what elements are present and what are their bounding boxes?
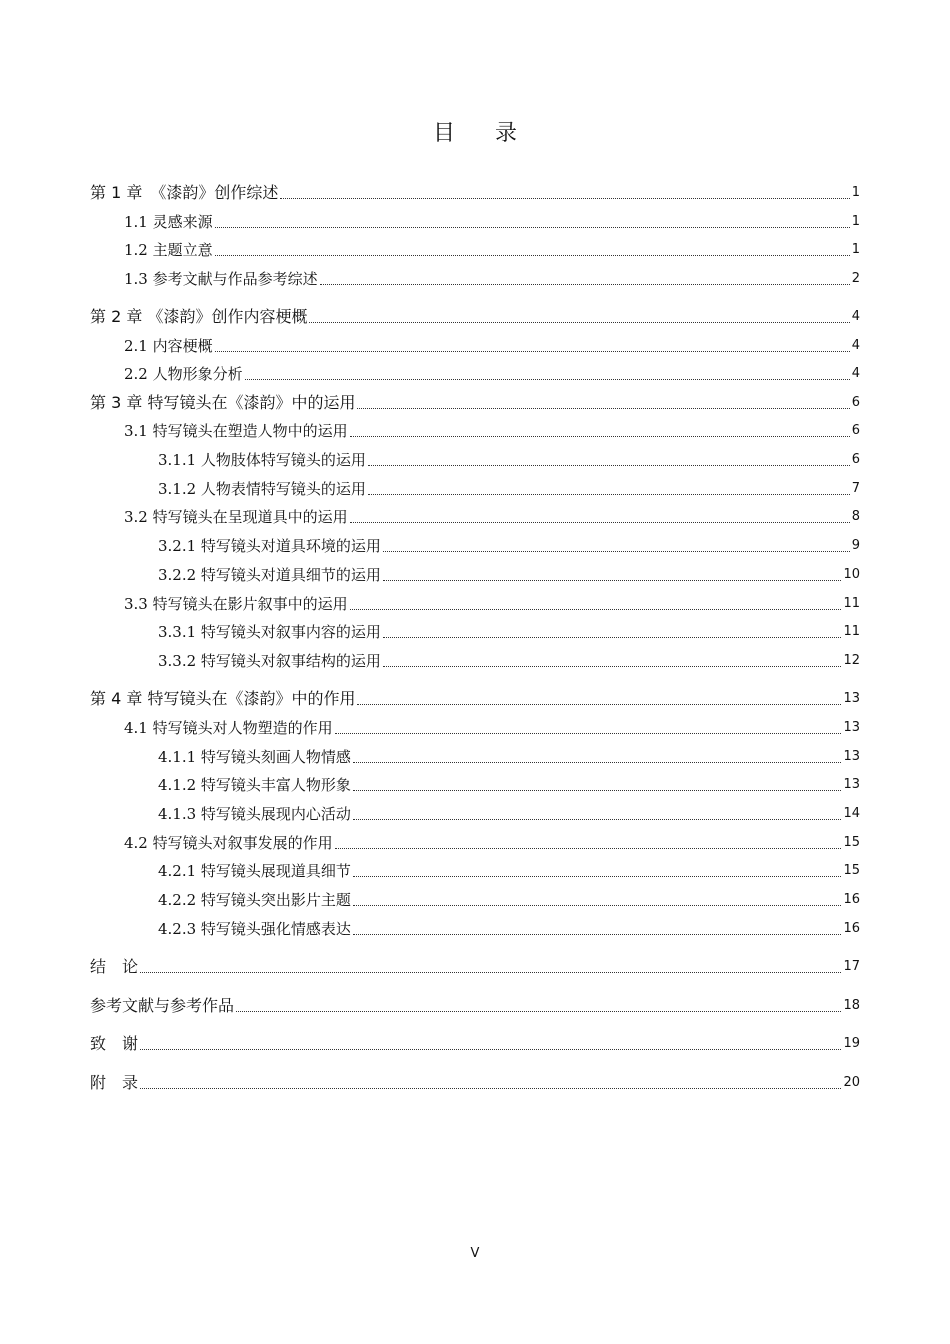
toc-leader-dots [353, 904, 842, 906]
toc-entry-page: 18 [843, 998, 860, 1013]
toc-leader-dots [140, 1048, 841, 1050]
toc-leader-dots [140, 971, 841, 973]
toc-entry-page: 14 [843, 806, 860, 821]
toc-entry-page: 20 [843, 1075, 860, 1090]
toc-entry-title: 3.2.2 特写镜头对道具细节的运用 [158, 566, 381, 584]
toc-leader-dots [335, 732, 842, 734]
toc-entry-title: 第 3 章 特写镜头在《漆韵》中的运用 [90, 393, 356, 412]
toc-entry-title: 3.1.1 人物肢体特写镜头的运用 [158, 451, 366, 469]
toc-entry[interactable] [90, 956, 860, 978]
toc-entry-page: 6 [851, 395, 860, 410]
toc-entry-page: 15 [843, 835, 860, 850]
toc-entry-title: 4.2 特写镜头对叙事发展的作用 [124, 834, 333, 852]
toc-entry[interactable] [90, 506, 860, 528]
toc-entry[interactable] [90, 239, 860, 261]
toc-entry[interactable] [90, 564, 860, 586]
toc-entry[interactable] [90, 363, 860, 385]
toc-entry[interactable] [90, 803, 860, 825]
toc-entry-title: 2.1 内容梗概 [124, 337, 213, 355]
toc-entry-page: 15 [843, 863, 860, 878]
toc-entry[interactable] [90, 535, 860, 557]
toc-leader-dots [383, 665, 842, 667]
toc-entry[interactable] [90, 650, 860, 672]
toc-leader-dots [357, 407, 849, 409]
toc-entry[interactable] [90, 211, 860, 233]
toc-entry[interactable] [90, 688, 860, 710]
toc-leader-dots [215, 226, 850, 228]
toc-entry-page: 13 [843, 720, 860, 735]
toc-entry-title: 3.3 特写镜头在影片叙事中的运用 [124, 595, 348, 613]
toc-entry[interactable] [90, 1033, 860, 1055]
toc-entry[interactable] [90, 746, 860, 768]
toc-leader-dots [357, 703, 841, 705]
toc-entry[interactable] [90, 889, 860, 911]
toc-leader-dots [350, 521, 850, 523]
toc-leader-dots [245, 378, 850, 380]
toc-entry[interactable] [90, 918, 860, 940]
toc-entry-title: 4.2.3 特写镜头强化情感表达 [158, 920, 351, 938]
toc-entry[interactable] [90, 717, 860, 739]
toc-entry[interactable] [90, 774, 860, 796]
toc-entry-title: 1.2 主题立意 [124, 241, 213, 259]
toc-entry-title: 4.1 特写镜头对人物塑造的作用 [124, 719, 333, 737]
toc-leader-dots [215, 350, 850, 352]
toc-entry[interactable] [90, 268, 860, 290]
toc-entry-page: 6 [851, 452, 860, 467]
toc-entry-page: 2 [851, 271, 860, 286]
toc-entry-page: 13 [843, 691, 860, 706]
toc-leader-dots [280, 197, 849, 199]
toc-entry-page: 1 [851, 214, 860, 229]
toc-entry[interactable] [90, 449, 860, 471]
toc-entry-title: 3.1.2 人物表情特写镜头的运用 [158, 480, 366, 498]
toc-leader-dots [309, 321, 849, 323]
toc-entry-page: 6 [851, 423, 860, 438]
toc-leader-dots [383, 550, 850, 552]
toc-leader-dots [353, 789, 842, 791]
toc-title [0, 116, 950, 147]
page-number-footer: V [470, 1246, 480, 1261]
toc-entry-title: 第 4 章 特写镜头在《漆韵》中的作用 [90, 689, 356, 708]
toc-entry-title: 4.2.1 特写镜头展现道具细节 [158, 862, 351, 880]
toc-entry-page: 11 [843, 596, 860, 611]
toc-entry-title: 结 论 [90, 957, 139, 976]
toc-leader-dots [335, 847, 842, 849]
toc-leader-dots [320, 283, 850, 285]
toc-leader-dots [368, 464, 850, 466]
toc-entry[interactable] [90, 832, 860, 854]
toc-entry-title: 4.1.1 特写镜头刻画人物情感 [158, 748, 351, 766]
toc-entry-title: 附 录 [90, 1073, 139, 1092]
toc-entry[interactable] [90, 335, 860, 357]
toc-entry-title: 4.1.2 特写镜头丰富人物形象 [158, 776, 351, 794]
toc-leader-dots [383, 579, 842, 581]
toc-leader-dots [215, 254, 850, 256]
toc-entry-page: 10 [843, 567, 860, 582]
toc-entry-page: 16 [843, 892, 860, 907]
toc-entry-title: 1.3 参考文献与作品参考综述 [124, 270, 318, 288]
toc-entry-title: 3.1 特写镜头在塑造人物中的运用 [124, 422, 348, 440]
toc-entry-title: 3.2 特写镜头在呈现道具中的运用 [124, 508, 348, 526]
toc-entry-title: 参考文献与参考作品 [90, 996, 235, 1015]
toc-entry-page: 7 [851, 481, 860, 496]
toc-entry-page: 13 [843, 749, 860, 764]
toc-leader-dots [383, 636, 842, 638]
toc-entry-title: 4.2.2 特写镜头突出影片主题 [158, 891, 351, 909]
toc-entry[interactable] [90, 1072, 860, 1094]
toc-leader-dots [353, 818, 842, 820]
toc-leader-dots [350, 608, 842, 610]
toc-entry-title: 3.3.2 特写镜头对叙事结构的运用 [158, 652, 381, 670]
toc-entry-page: 4 [851, 338, 860, 353]
toc-entry-page: 19 [843, 1036, 860, 1051]
toc-entry-page: 16 [843, 921, 860, 936]
toc-entry-page: 17 [843, 959, 860, 974]
toc-entry-title: 第 2 章 《漆韵》创作内容梗概 [90, 307, 308, 326]
toc-entry-page: 4 [851, 309, 860, 324]
toc-title-char-2: 录 [495, 121, 518, 146]
toc-entry-page: 9 [851, 538, 860, 553]
toc-entry-title: 3.3.1 特写镜头对叙事内容的运用 [158, 623, 381, 641]
toc-entry-page: 13 [843, 777, 860, 792]
toc-entry-page: 8 [851, 509, 860, 524]
toc-entry-page: 1 [851, 242, 860, 257]
toc-title-char-1: 目 [432, 121, 455, 146]
toc-entry-page: 1 [851, 185, 860, 200]
toc-entry-page: 11 [843, 624, 860, 639]
toc-leader-dots [353, 761, 842, 763]
toc-leader-dots [350, 435, 850, 437]
toc-leader-dots [368, 493, 850, 495]
toc-entry[interactable] [90, 860, 860, 882]
toc-leader-dots [140, 1087, 841, 1089]
toc-entry[interactable] [90, 420, 860, 442]
toc-entry-title: 4.1.3 特写镜头展现内心活动 [158, 805, 351, 823]
toc-entry-title: 第 1 章 《漆韵》创作综述 [90, 183, 279, 202]
toc-entry-title: 2.2 人物形象分析 [124, 365, 243, 383]
toc-entry[interactable] [90, 995, 860, 1017]
toc-entry[interactable] [90, 621, 860, 643]
toc-entry[interactable] [90, 306, 860, 328]
toc-entry-page: 4 [851, 366, 860, 381]
toc-entry[interactable] [90, 182, 860, 204]
toc-leader-dots [236, 1010, 841, 1012]
toc-entry[interactable] [90, 478, 860, 500]
toc-leader-dots [353, 875, 842, 877]
toc-entry-page: 12 [843, 653, 860, 668]
toc-entry[interactable] [90, 593, 860, 615]
toc-leader-dots [353, 933, 842, 935]
toc-entry[interactable] [90, 392, 860, 414]
toc-entry-title: 3.2.1 特写镜头对道具环境的运用 [158, 537, 381, 555]
toc-entry-title: 1.1 灵感来源 [124, 213, 213, 231]
toc-entry-title: 致 谢 [90, 1034, 139, 1053]
